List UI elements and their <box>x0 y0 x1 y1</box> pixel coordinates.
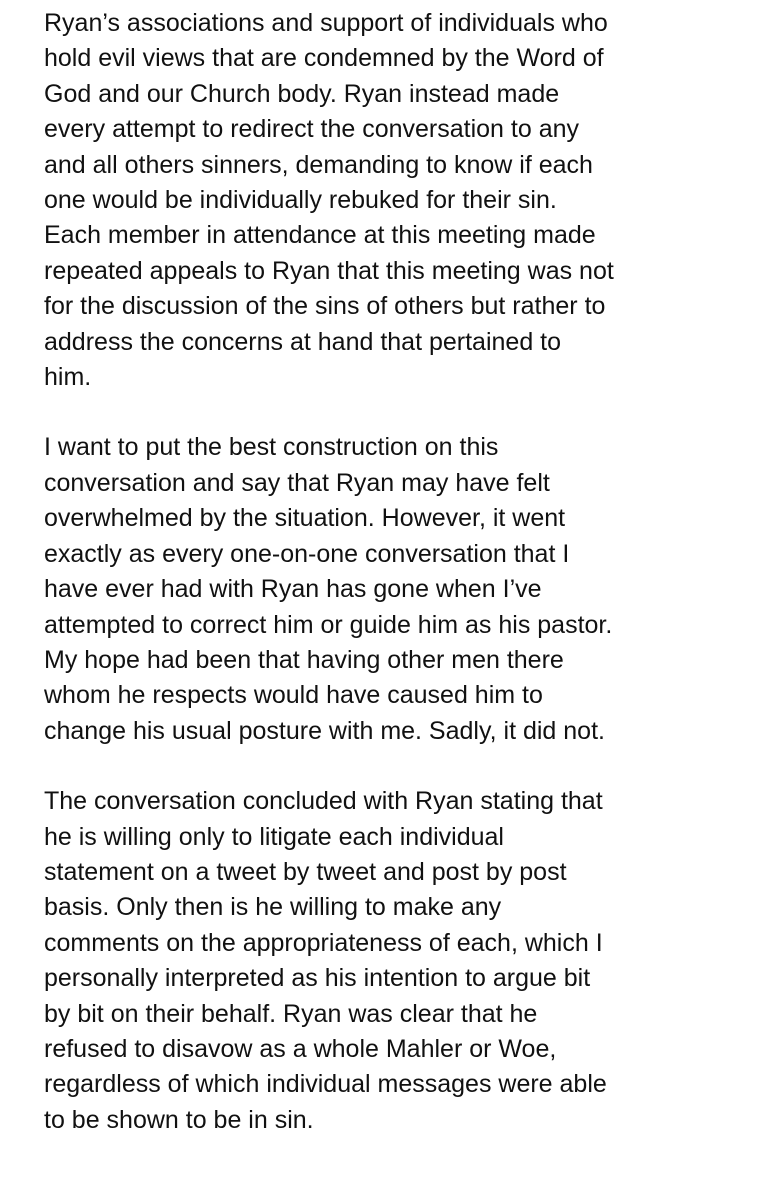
text-line: and all others sinners, demanding to know if each <box>44 150 593 179</box>
paragraph-1 <box>44 6 754 395</box>
text-line: him. <box>44 363 92 392</box>
text-line: have ever had with Ryan has gone when I’ve <box>44 575 542 604</box>
text-line: for the discussion of the sins of others but rather to <box>44 292 606 321</box>
text-line: one would be individually rebuked for their sin. <box>44 186 557 215</box>
text-line: Ryan’s associations and support of individuals who <box>44 9 608 37</box>
text-line: whom he respects would have caused him to <box>44 681 543 710</box>
text-line: repeated appeals to Ryan that this meeting was not <box>44 256 614 285</box>
text-line: Each member in attendance at this meeting made <box>44 221 596 250</box>
paragraph-2 <box>44 430 754 749</box>
text-line: personally interpreted as his intention to argue bit <box>44 964 591 993</box>
text-line: God and our Church body. Ryan instead made <box>44 79 560 108</box>
text-line: conversation and say that Ryan may have felt <box>44 468 550 497</box>
text-line: attempted to correct him or guide him as his pastor. <box>44 610 613 639</box>
text-line: every attempt to redirect the conversation to any <box>44 115 579 144</box>
text-line: he is willing only to litigate each individual <box>44 822 504 851</box>
text-line: comments on the appropriateness of each, which I <box>44 928 603 957</box>
text-line: overwhelmed by the situation. However, it went <box>44 504 566 533</box>
text-line: I want to put the best construction on this <box>44 433 499 462</box>
text-line: basis. Only then is he willing to make any <box>44 893 502 922</box>
text-line: by bit on their behalf. Ryan was clear that he <box>44 999 538 1028</box>
text-line: change his usual posture with me. Sadly, it did not. <box>44 716 605 745</box>
text-line: address the concerns at hand that pertained to <box>44 327 562 356</box>
text-line: refused to disavow as a whole Mahler or Woe, <box>44 1034 557 1063</box>
text-line: hold evil views that are condemned by the Word of <box>44 44 604 73</box>
text-line: The conversation concluded with Ryan stating that <box>44 787 603 816</box>
text-line: My hope had been that having other men there <box>44 645 564 674</box>
text-line: exactly as every one-on-one conversation that I <box>44 539 570 568</box>
paragraph-3 <box>44 784 754 1138</box>
text-line: to be shown to be in sin. <box>44 1105 314 1134</box>
text-line: statement on a tweet by tweet and post by post <box>44 857 567 886</box>
text-line: regardless of which individual messages were able <box>44 1070 607 1099</box>
